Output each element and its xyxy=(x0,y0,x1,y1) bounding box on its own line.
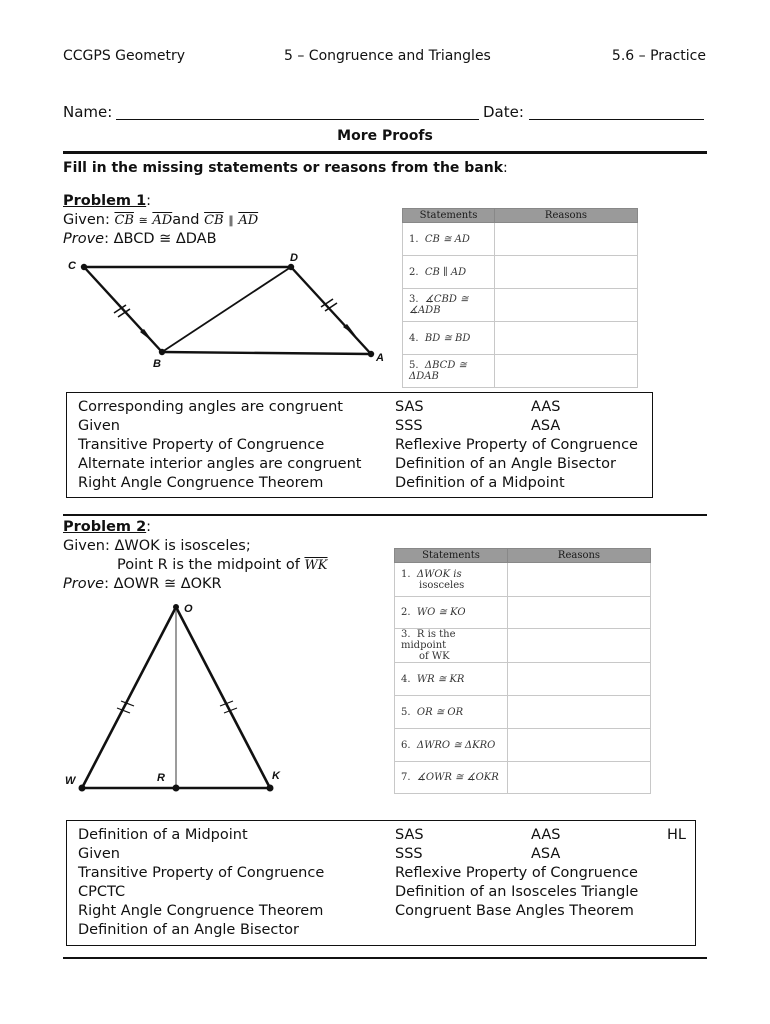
reason-cell[interactable] xyxy=(508,696,651,729)
reason-cell[interactable] xyxy=(508,629,651,663)
bank-item: Definition of an Isosceles Triangle xyxy=(395,884,639,900)
statement-cell: 2. CB ∥ AD xyxy=(403,256,495,289)
bank-item: SAS xyxy=(395,827,424,843)
arrow-mark xyxy=(140,329,153,342)
problem2-given: Given: ΔWOK is isosceles; xyxy=(63,538,251,554)
bank-item: Definition of a Midpoint xyxy=(78,827,248,843)
name-label: Name: xyxy=(63,103,113,121)
bank-item: ASA xyxy=(531,846,561,862)
reason-cell[interactable] xyxy=(508,729,651,762)
date-label: Date: xyxy=(483,103,524,121)
name-date-row xyxy=(63,103,706,125)
problem1-proof-table xyxy=(402,208,638,388)
statement-cell: 6. ΔWRO ≅ ΔKRO xyxy=(395,729,508,762)
name-field[interactable] xyxy=(116,119,479,120)
statement-cell: 7. ∡OWR ≅ ∡OKR xyxy=(395,762,508,794)
bank-item: Reflexive Property of Congruence xyxy=(395,865,638,881)
label-r: R xyxy=(157,772,165,784)
bank-item: ASA xyxy=(531,418,561,434)
label-b: B xyxy=(153,358,161,370)
statement-cell: 4. WR ≅ KR xyxy=(395,663,508,696)
point-o xyxy=(173,604,179,610)
segment-da xyxy=(291,267,371,354)
reason-cell[interactable] xyxy=(508,563,651,597)
parallelogram-figure xyxy=(60,252,395,370)
label-c: C xyxy=(68,260,76,272)
title-divider xyxy=(63,151,707,154)
label-a: A xyxy=(376,352,384,364)
reason-cell[interactable] xyxy=(508,762,651,794)
problem1-given: Given: $\overline{CB}$ ≅ $\overline{AD}and$ $\overline{CB}$ ∥ $\overline{AD}$ xyxy=(63,212,259,228)
bank-item: Right Angle Congruence Theorem xyxy=(78,475,324,491)
unit-title: 5 – Congruence and Triangles xyxy=(284,48,491,64)
bank-item: Congruent Base Angles Theorem xyxy=(395,903,634,919)
reason-cell[interactable] xyxy=(495,256,638,289)
bank-item: Transitive Property of Congruence xyxy=(78,865,325,881)
bank-item: Transitive Property of Congruence xyxy=(78,437,325,453)
reasons-header: Reasons xyxy=(508,549,651,563)
bank-item: Definition of an Angle Bisector xyxy=(395,456,616,472)
date-field[interactable] xyxy=(529,119,704,120)
problem1-reason-bank xyxy=(66,392,653,498)
lesson-title: 5.6 – Practice xyxy=(611,48,706,64)
segment-ow xyxy=(82,607,176,788)
bank-item: Definition of an Angle Bisector xyxy=(78,922,299,938)
bank-item: Given xyxy=(78,846,120,862)
problem2-proof-table xyxy=(394,548,651,794)
statement-cell: 1. CB ≅ AD xyxy=(403,223,495,256)
point-c xyxy=(81,264,87,270)
point-r xyxy=(173,785,180,792)
bank-item: AAS xyxy=(531,399,561,415)
bank-item: Corresponding angles are congruent xyxy=(78,399,343,415)
bank-item: Definition of a Midpoint xyxy=(395,475,565,491)
page-title: More Proofs xyxy=(337,128,433,144)
label-w: W xyxy=(65,775,76,787)
reason-cell[interactable] xyxy=(495,355,638,388)
problem2-label: Problem 2 xyxy=(63,519,147,535)
bank-item: CPCTC xyxy=(78,884,126,900)
statement-cell: 4. BD ≅ BD xyxy=(403,322,495,355)
course-title: CCGPS Geometry xyxy=(63,48,185,64)
reason-cell[interactable] xyxy=(495,289,638,322)
bank-item: SSS xyxy=(395,418,423,434)
problem1-label: Problem 1 xyxy=(63,193,147,209)
problem1-prove: Prove: ΔBCD ≅ ΔDAB xyxy=(63,231,217,247)
point-a xyxy=(368,351,374,357)
segment-bd xyxy=(162,267,291,352)
label-d: D xyxy=(290,252,298,264)
statement-cell: 5. OR ≅ OR xyxy=(395,696,508,729)
statement-cell: 5. ΔBCD ≅ ΔDAB xyxy=(403,355,495,388)
problem1-text: Problem 1: Given: $\overline{CB}$ ≅ $\overline{AD}and$ $\overline{CB}$ ∥ $\overline{AD}$ Prove: ΔBCD ≅ ΔDAB xyxy=(63,193,259,247)
footer-divider xyxy=(63,957,707,959)
isosceles-triangle-figure xyxy=(60,598,290,798)
label-o: O xyxy=(184,603,193,615)
bank-item: Alternate interior angles are congruent xyxy=(78,456,362,472)
problem2-reason-bank xyxy=(66,820,696,946)
bank-item: AAS xyxy=(531,827,561,843)
arrow-mark xyxy=(343,324,356,336)
problem2-prove: Prove: ΔOWR ≅ ΔOKR xyxy=(63,576,222,592)
bank-item: SSS xyxy=(395,846,423,862)
reason-cell[interactable] xyxy=(508,597,651,629)
statement-cell: 2. WO ≅ KO xyxy=(395,597,508,629)
bank-item: Reflexive Property of Congruence xyxy=(395,437,638,453)
point-b xyxy=(159,349,165,355)
reason-cell[interactable] xyxy=(508,663,651,696)
label-k: K xyxy=(272,770,280,782)
bank-item: Given xyxy=(78,418,120,434)
bank-item: SAS xyxy=(395,399,424,415)
section-divider xyxy=(63,514,707,516)
point-w xyxy=(79,785,86,792)
statement-cell: 3. R is the midpoint of WK xyxy=(395,629,508,663)
reason-cell[interactable] xyxy=(495,223,638,256)
point-d xyxy=(288,264,294,270)
segment-ok xyxy=(176,607,270,788)
statement-cell: 1. ΔWOK is isosceles xyxy=(395,563,508,597)
problem2-given-line2: Point R is the midpoint of $\overline{WK}$ xyxy=(117,557,328,573)
segment-ab xyxy=(162,352,371,354)
statements-header: Statements xyxy=(403,209,495,223)
reason-cell[interactable] xyxy=(495,322,638,355)
statement-cell: 3. ∡CBD ≅ ∡ADB xyxy=(403,289,495,322)
statements-header: Statements xyxy=(395,549,508,563)
reasons-header: Reasons xyxy=(495,209,638,223)
problem2-text: Problem 2: Given: ΔWOK is isosceles; Point R is the midpoint of $\overline{WK}$ Prove: ΔOWR ≅ ΔOKR xyxy=(63,519,328,592)
point-k xyxy=(267,785,274,792)
bank-item: Right Angle Congruence Theorem xyxy=(78,903,324,919)
instructions: Fill in the missing statements or reasons from the bank: xyxy=(63,160,508,176)
bank-item: HL xyxy=(667,827,686,843)
